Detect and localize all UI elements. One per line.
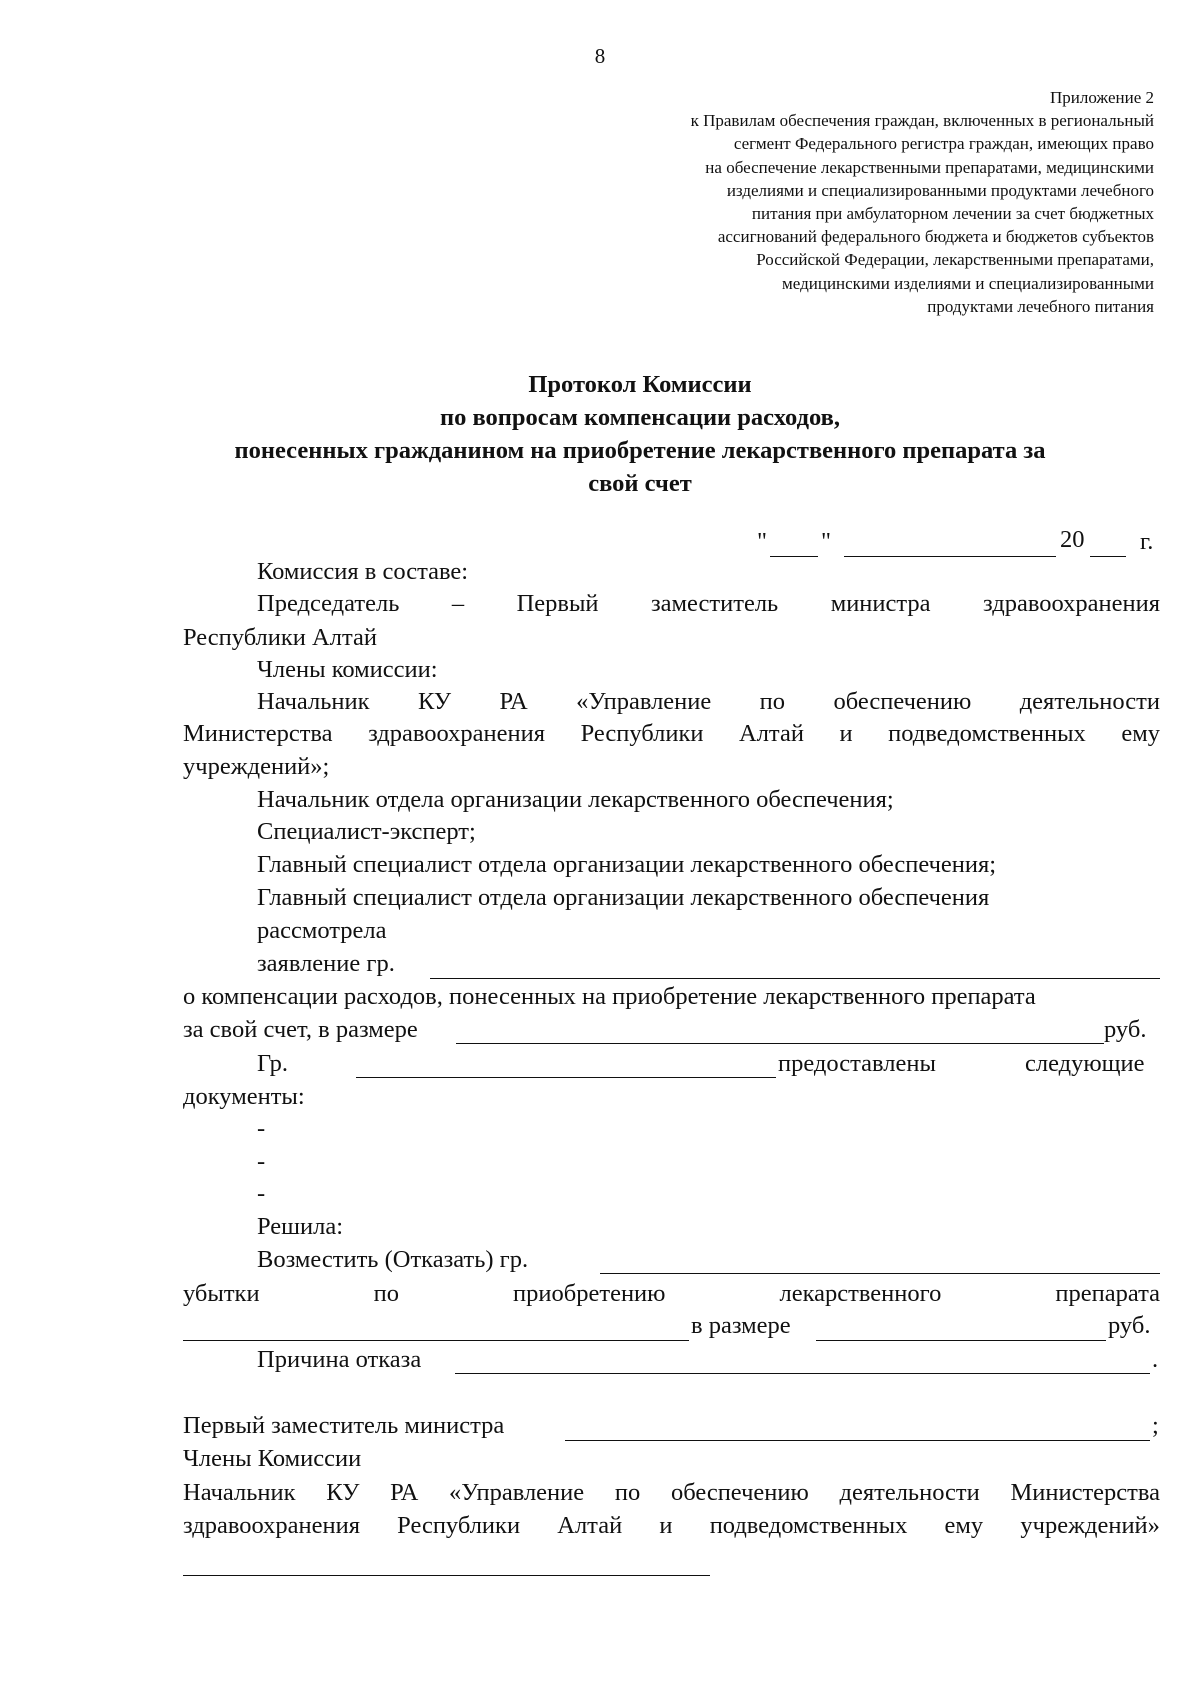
word: обеспечению [833, 688, 972, 715]
chair-line [257, 590, 1160, 618]
amount-blank [456, 1043, 1104, 1044]
refusal-reason-blank [455, 1373, 1150, 1374]
specialist-expert: Специалист-эксперт; [257, 818, 476, 845]
documents-label: документы: [183, 1083, 305, 1110]
citizen-blank [356, 1077, 776, 1078]
word: по [373, 1280, 399, 1307]
word: Республики [580, 720, 704, 747]
word: ему [1121, 720, 1160, 747]
appendix-line: Российской Федерации, лекарственными препаратами, [756, 250, 1154, 270]
word: РА [499, 688, 528, 715]
appendix-line: продуктами лечебного питания [927, 296, 1154, 316]
appendix-line: на обеспечение лекарственными препаратами, медицинскими [705, 157, 1154, 177]
title-line: понесенных гражданином на приобретение лекарственного препарата за [234, 437, 1046, 464]
word: по [759, 688, 786, 715]
word: Алтай [739, 720, 804, 747]
members-heading: Члены комиссии: [257, 656, 438, 683]
amount-label: за свой счет, в размере [183, 1016, 418, 1043]
word: здравоохранения [183, 1512, 360, 1539]
decision-amount-blank [816, 1340, 1106, 1341]
word: подведомственных [888, 720, 1086, 747]
document-dash: - [257, 1115, 266, 1142]
word: и [659, 1512, 673, 1539]
title-line: по вопросам компенсации расходов, [440, 404, 840, 431]
word: – [451, 590, 465, 617]
word: РА [390, 1479, 419, 1506]
rub-label-2: руб. [1108, 1312, 1151, 1339]
word: заместитель [651, 590, 779, 617]
word: учреждений» [1020, 1512, 1160, 1539]
final-signature-blank [183, 1575, 710, 1576]
word: «Управление [576, 688, 712, 715]
refusal-reason-label: Причина отказа [257, 1346, 422, 1373]
word: по [614, 1479, 641, 1506]
rub-label: руб. [1104, 1016, 1147, 1043]
title-line: Протокол Комиссии [528, 371, 752, 398]
word: здравоохранения [368, 720, 546, 747]
word: Начальник [183, 1479, 296, 1506]
date-close-quote: " [821, 528, 832, 555]
date-month-blank [844, 556, 1056, 557]
word: подведомственных [709, 1512, 908, 1539]
appendix-line: Приложение 2 [1050, 88, 1154, 107]
word: ему [944, 1512, 984, 1539]
document-dash: - [257, 1180, 266, 1207]
document-title [160, 368, 1120, 500]
reimburse-name-blank [600, 1273, 1160, 1274]
decided-label: Решила: [257, 1213, 344, 1240]
date-day-blank [770, 556, 818, 557]
word: обеспечению [670, 1479, 809, 1506]
chief-specialist-1: Главный специалист отдела организации лекарственного обеспечения; [257, 851, 997, 878]
following-label: следующие [1025, 1050, 1145, 1077]
first-deputy-signature-blank [565, 1440, 1150, 1441]
word: министра [830, 590, 931, 617]
appendix-line: к Правилам обеспечения граждан, включенных в региональный [690, 111, 1154, 131]
reviewed: рассмотрела [257, 917, 387, 944]
page-number: 8 [594, 44, 606, 68]
applicant-name-blank [430, 978, 1160, 979]
drug-name-blank [183, 1340, 689, 1341]
compensation-text: о компенсации расходов, понесенных на приобретение лекарственного препарата [183, 983, 1036, 1010]
word: КУ [326, 1479, 360, 1506]
appendix-line: ассигнований федерального бюджета и бюджетов субъектов [717, 227, 1154, 247]
in-amount-label: в размере [691, 1312, 791, 1339]
head-ku-line-3: учреждений»; [183, 753, 330, 780]
first-deputy-end: ; [1152, 1412, 1159, 1439]
word: здравоохранения [983, 590, 1160, 617]
appendix-line: изделиями и специализированными продуктами лечебного [726, 180, 1154, 200]
word: Министерства [183, 720, 333, 747]
head-ku-line-2 [183, 720, 1160, 748]
date-open-quote: " [757, 528, 768, 555]
head-ku-line [257, 688, 1160, 716]
word: КУ [417, 688, 452, 715]
application-label: заявление гр. [257, 950, 395, 977]
appendix-line: сегмент Федерального регистра граждан, имеющих право [733, 134, 1154, 154]
word: убытки [183, 1280, 260, 1307]
losses-line [183, 1280, 1160, 1308]
word: лекарственного [779, 1280, 942, 1307]
word: Республики [397, 1512, 521, 1539]
word: Министерства [1010, 1479, 1160, 1506]
final-line-1 [183, 1479, 1160, 1507]
provided-label: предоставлены [778, 1050, 936, 1077]
word: препарата [1055, 1280, 1160, 1307]
chief-specialist-2: Главный специалист отдела организации лекарственного обеспечения [257, 884, 990, 911]
appendix-line: медицинскими изделиями и специализированными [782, 273, 1154, 293]
word: приобретению [513, 1280, 666, 1307]
word: Алтай [557, 1512, 623, 1539]
word: деятельности [1019, 688, 1160, 715]
first-deputy-label: Первый заместитель министра [183, 1412, 505, 1439]
appendix-header [514, 86, 1154, 318]
chair-cont: Республики Алтай [183, 624, 377, 651]
word: Председатель [257, 590, 400, 617]
document-dash: - [257, 1148, 266, 1175]
head-dept: Начальник отдела организации лекарственного обеспечения; [257, 786, 894, 813]
word: «Управление [449, 1479, 585, 1506]
appendix-line: питания при амбулаторном лечении за счет бюджетных [751, 204, 1154, 224]
title-line: свой счет [588, 470, 692, 497]
commission-composition: Комиссия в составе: [257, 558, 469, 585]
final-line-2 [183, 1512, 1160, 1540]
reimburse-label: Возместить (Отказать) гр. [257, 1246, 529, 1273]
word: и [839, 720, 853, 747]
word: Начальник [257, 688, 370, 715]
commission-members-heading: Члены Комиссии [183, 1445, 362, 1472]
word: Первый [516, 590, 599, 617]
refusal-end: . [1152, 1346, 1159, 1373]
date-year-suffix: г. [1140, 528, 1154, 555]
date-year-blank [1090, 556, 1126, 557]
date-year-prefix: 20 [1060, 526, 1085, 553]
gr-label: Гр. [257, 1050, 288, 1077]
word: деятельности [839, 1479, 980, 1506]
